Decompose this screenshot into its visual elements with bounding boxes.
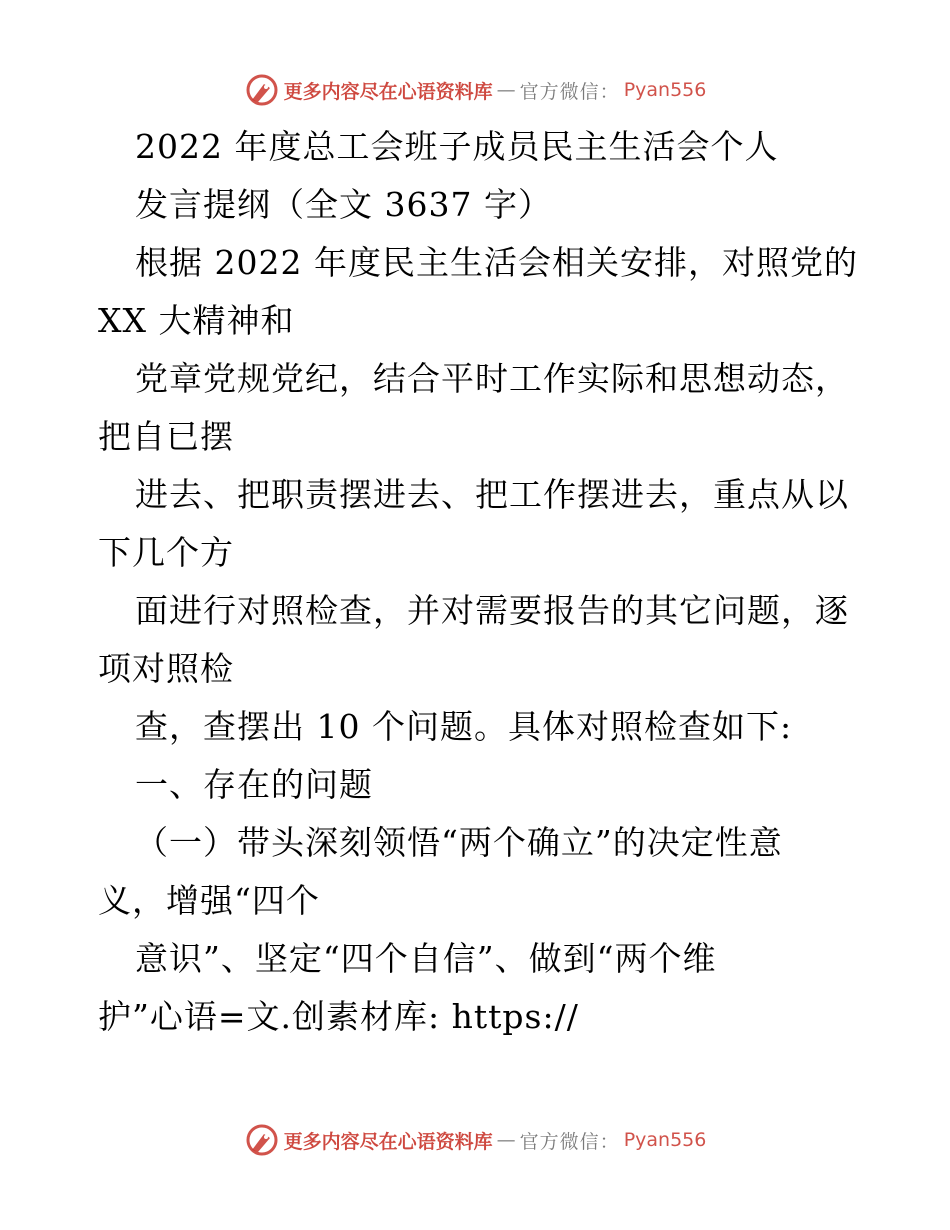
banner-wechat-label: 官方微信： bbox=[519, 80, 620, 103]
text-line: XX 大精神和 bbox=[98, 301, 295, 340]
header-watermark-banner bbox=[0, 70, 950, 110]
banner-wechat-id: Pyan556 bbox=[623, 79, 707, 101]
text-line: 根据 2022 年度民主生活会相关安排，对照党的 bbox=[135, 243, 858, 282]
text-line: 护”心语=文.创素材库: https:// bbox=[98, 997, 579, 1036]
text-line: 把自已摆 bbox=[98, 417, 234, 456]
pen-nib-logo-icon bbox=[244, 1122, 280, 1158]
banner-separator: — bbox=[496, 1129, 516, 1151]
footer-watermark-banner bbox=[0, 1120, 950, 1160]
text-line: 义，增强“四个 bbox=[98, 881, 320, 920]
banner-wechat-label: 官方微信： bbox=[519, 1130, 620, 1153]
document-body bbox=[98, 118, 858, 1046]
text-line: 进去、把职责摆进去、把工作摆进去，重点从以 bbox=[135, 475, 849, 514]
text-line: 2022 年度总工会班子成员民主生活会个人 bbox=[135, 127, 779, 166]
banner-separator: — bbox=[496, 79, 516, 101]
banner-tagline: 更多内容尽在心语资料库 bbox=[283, 80, 493, 103]
text-line: 下几个方 bbox=[98, 533, 234, 572]
text-line: 意识”、坚定“四个自信”、做到“两个维 bbox=[135, 939, 717, 978]
banner-tagline: 更多内容尽在心语资料库 bbox=[283, 1130, 493, 1153]
pen-nib-logo-icon bbox=[244, 72, 280, 108]
text-line: 发言提纲（全文 3637 字） bbox=[135, 185, 552, 224]
text-line: 项对照检 bbox=[98, 649, 234, 688]
text-line: （一）带头深刻领悟“两个确立”的决定性意 bbox=[135, 823, 783, 862]
text-line: 查，查摆出 10 个问题。具体对照检查如下: bbox=[135, 707, 793, 746]
banner-wechat-id: Pyan556 bbox=[623, 1129, 707, 1151]
text-line: 党章党规党纪，结合平时工作实际和思想动态， bbox=[135, 359, 849, 398]
text-line: 一、存在的问题 bbox=[135, 765, 373, 804]
text-line: 面进行对照检查，并对需要报告的其它问题，逐 bbox=[135, 591, 849, 630]
